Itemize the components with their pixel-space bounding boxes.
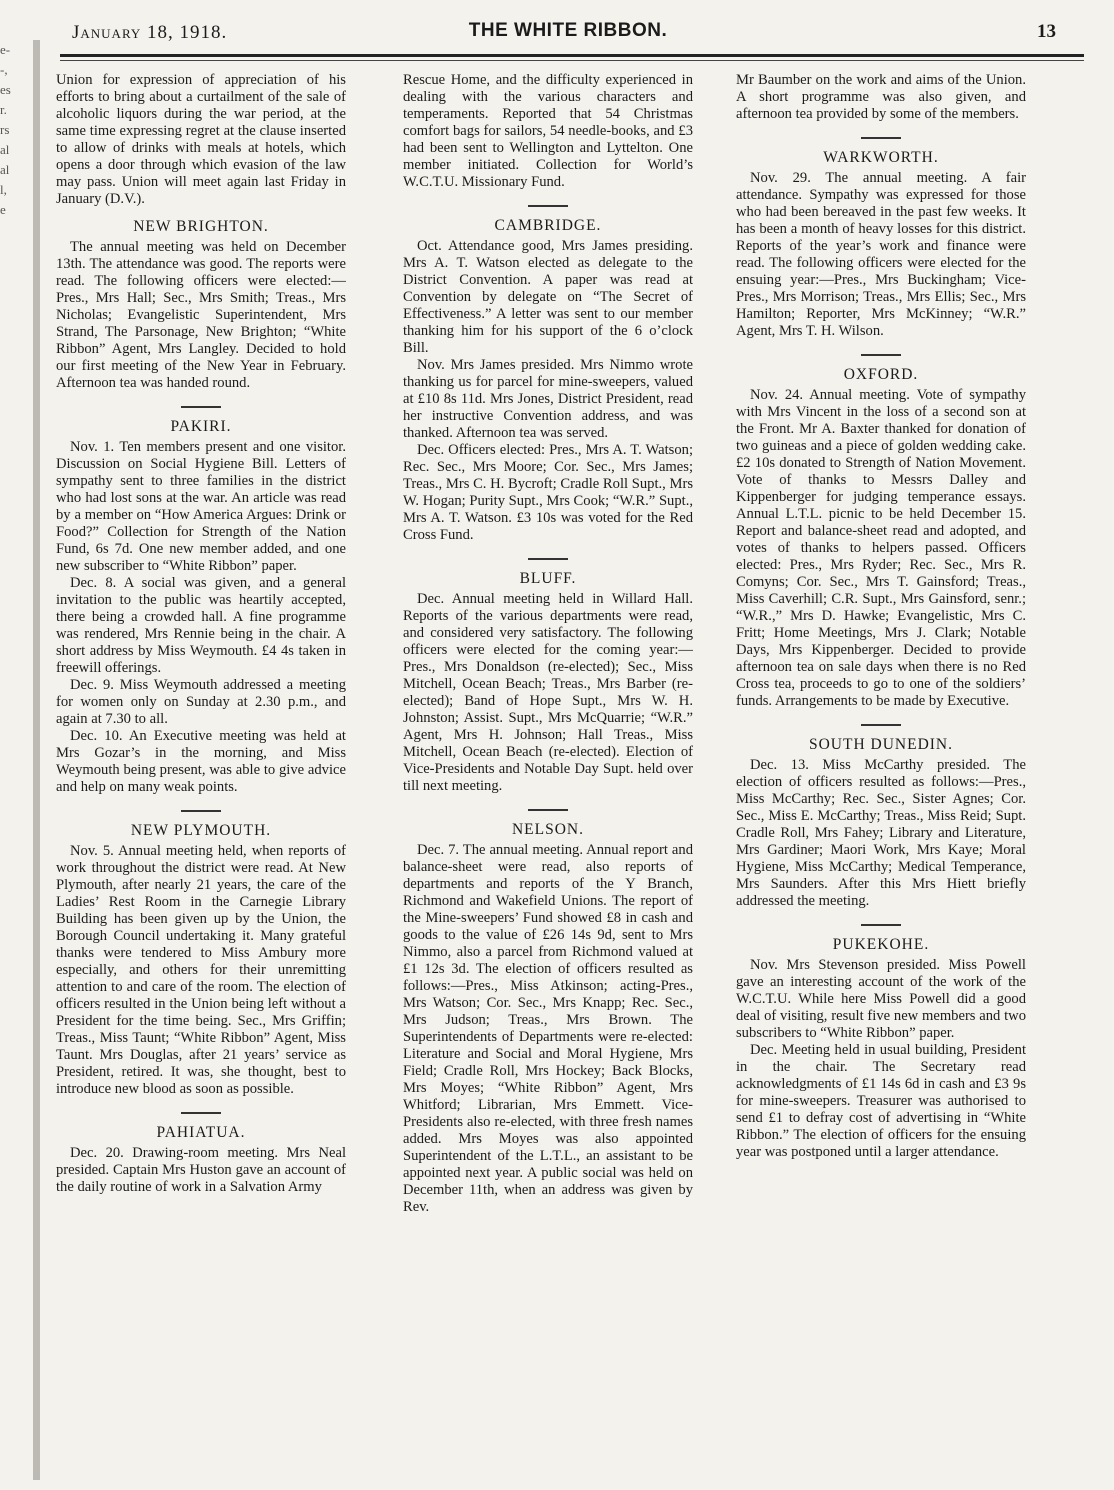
report-paragraph: Nov. 29. The annual meeting. A fair attendance. Sympathy was expressed for those who had been bereaved in the past few weeks. It has been a month of heavy losses for this district. Reports of the year’s work and finance were read. The following officers were elected for the ensuing year:—Pres., Mrs Buckingham; Vice-Pres., Mrs Morrison; Treas., Mrs Ellis; Sec., Mrs Hamilton; Reporter, Mrs McKinney; “W.R.” Agent, Mrs T. H. Wilson. — [736, 170, 1026, 339]
header-rule — [60, 54, 1084, 57]
report-paragraph: Nov. 24. Annual meeting. Vote of sympathy with Mrs Vincent in the loss of a second son at the Front. Mr A. Baxter thanked for donation of two guineas and a piece of golden wedding cake. £2 10s donated to Strength of Nation Movement. Vote of thanks to Messrs Dalley and Kippenberger for judging temperance essays. Annual L.T.L. picnic to be held December 15. Report and balance-sheet read and adopted, and votes of thanks to helpers passed. Officers elected: Pres., Mrs Ryder; Rec. Sec., Mrs R. Comyns; Cor. Sec., Mrs T. Gainsford; Treas., Miss Caverhill; C.R. Supt., Mrs Gainsford, senr.; “W.R.,” Mrs D. Hawke; Evangelistic, Mrs C. Fritt; Home Meetings, Mrs J. Clark; Notable Days, Mrs Kippenberger. Decided to provide afternoon tea on sale days when there is no Red Cross tea, proceeds to go to one of the soldiers’ funds. Arrangements to be made by Executive. — [736, 387, 1026, 709]
report-paragraph: Dec. 9. Miss Weymouth addressed a meeting for women only on Sunday at 2.30 p.m., and again at 7.30 to all. — [56, 677, 346, 727]
report-paragraph: Dec. 8. A social was given, and a general invitation to the public was heartily accepted, there being a crowded hall. A fine programme was rendered, Mrs Rennie being in the chair. A short address by Miss Weymouth. £4 4s taken in freewill offerings. — [56, 575, 346, 676]
section-heading: NEW PLYMOUTH. — [130, 822, 272, 839]
section-heading: PAHIATUA. — [156, 1124, 246, 1141]
column-2 — [403, 72, 693, 1477]
margin-fragment: es — [0, 82, 11, 97]
margin-fragment: l, — [0, 182, 7, 197]
publication-title: THE WHITE RIBBON. — [468, 20, 668, 41]
section-divider — [861, 724, 901, 726]
margin-fragment: e- — [0, 42, 11, 57]
section-heading: SOUTH DUNEDIN. — [808, 736, 954, 753]
section-divider — [861, 137, 901, 139]
report-paragraph: Dec. 20. Drawing-room meeting. Mrs Neal presided. Captain Mrs Huston gave an account of the daily routine of work in a Salvation Army — [56, 1145, 346, 1195]
report-paragraph: Dec. Meeting held in usual building, President in the chair. The Secretary read acknowledgments of £1 14s 6d in cash and £3 9s for mine-sweepers. Treasurer was authorised to send £1 to defray cost of advertising in “White Ribbon.” The election of officers for the ensuing year was postponed until a larger attendance. — [736, 1042, 1026, 1160]
report-paragraph: Dec. 13. Miss McCarthy presided. The election of officers resulted as follows:—Pres., Miss McCarthy; Rec. Sec., Sister Agnes; Cor. Sec., Miss E. McCarthy; Treas., Miss Reid; Supt. Cradle Roll, Mrs Fahey; Library and Literature, Mrs Gardiner; Maori Work, Mrs Kaye; Moral Hygiene, Miss McCarthy; Medical Temperance, Mrs Saunders. After this Mrs Hiett briefly addressed the meeting. — [736, 757, 1026, 909]
report-paragraph: Dec. Annual meeting held in Willard Hall. Reports of the various departments were read, and considered very satisfactory. The following officers were elected for the coming year:—Pres., Mrs Donaldson (re-elected); Sec., Miss Mitchell, Ocean Beach; Treas., Mrs Barber (re-elected); Band of Hope Supt., Mrs W. H. Johnston; Assist. Supt., Mrs McQuarrie; “W.R.” Agent, Mrs H. Johnson; Hall Treas., Miss Mitchell, Ocean Beach (re-elected). Election of Vice-Presidents and Notable Day Supt. held over till next meeting. — [403, 591, 693, 794]
section-heading: CAMBRIDGE. — [494, 217, 602, 234]
section-divider — [528, 809, 568, 811]
section-heading: PAKIRI. — [170, 418, 232, 435]
section-heading: OXFORD. — [843, 366, 919, 383]
report-paragraph: Mr Baumber on the work and aims of the Union. A short programme was also given, and afternoon tea provided by some of the members. — [736, 72, 1026, 122]
left-margin-fragments — [0, 40, 30, 220]
margin-fragment: al — [0, 142, 10, 157]
section-heading: PUKEKOHE. — [832, 936, 930, 953]
section-divider — [181, 810, 221, 812]
report-paragraph: Nov. 1. Ten members present and one visitor. Discussion on Social Hygiene Bill. Letters of sympathy sent to three families in the district who had lost sons at the war. An article was read by a member on “How America Argues: Drink or Food?” Collection for Strength of the Nation Fund, 6s 7d. One new member added, and one new subscriber to “White Ribbon” paper. — [56, 439, 346, 574]
binding-edge — [33, 40, 40, 1480]
report-paragraph: Union for expression of appreciation of his efforts to bring about a curtailment of the sale of alcoholic liquors during the war period, at the same time expressing regret at the clause inserted to allow of drinks with meals at hotels, which opens a door through which evasion of the law may pass. Union will meet again last Friday in January (D.V.). — [56, 72, 346, 207]
report-paragraph: Dec. 10. An Executive meeting was held at Mrs Gozar’s in the morning, and Miss Weymouth being present, was able to give advice and help on many weak points. — [56, 728, 346, 795]
report-paragraph: Nov. Mrs Stevenson presided. Miss Powell gave an interesting account of the work of the W.C.T.U. While here Miss Powell did a good deal of visiting, result five new members and two subscribers to “White Ribbon” paper. — [736, 957, 1026, 1041]
report-paragraph: Dec. 7. The annual meeting. Annual report and balance-sheet were read, also reports of departments and reports of the Y Branch, Richmond and Wakefield Unions. The report of the Mine-sweepers’ Fund showed £8 in cash and goods to the value of £26 14s 9d, sent to Mrs Nimmo, also a parcel from Richmond valued at £1 12s 3d. The election of officers resulted as follows:—Pres., Miss Atkinson; acting-Pres., Mrs Watson; Cor. Sec., Mrs Knapp; Rec. Sec., Mrs Judson; Treas., Mrs Brown. The Superintendents of Departments were re-elected: Literature and Social and Moral Hygiene, Mrs Field; Cradle Roll, Mrs Hockey; Back Blocks, Mrs Moyes; “White Ribbon” Agent, Mrs Whitford; Librarian, Mrs Emmett. Vice-Presidents also re-elected, with three fresh names added. Mrs Moyes was also appointed Superintendent of the L.T.L., an assistant to be appointed next year. A public social was held on December 11th, when an address was given by Rev. — [403, 842, 693, 1215]
margin-fragment: al — [0, 162, 10, 177]
page-header — [60, 16, 1076, 50]
section-divider — [861, 354, 901, 356]
section-divider — [861, 924, 901, 926]
report-paragraph: Rescue Home, and the difficulty experienced in dealing with the various characters and temperaments. Reported that 54 Christmas comfort bags for sailors, 54 needle-books, and £3 had been sent to Wellington and Lyttelton. One member initiated. Collection for World’s W.C.T.U. Missionary Fund. — [403, 72, 693, 190]
section-heading: BLUFF. — [519, 570, 577, 587]
section-divider — [528, 205, 568, 207]
margin-fragment: -, — [0, 62, 8, 77]
section-divider — [181, 1112, 221, 1114]
margin-fragment: e — [0, 202, 6, 217]
section-divider — [181, 406, 221, 408]
header-rule-thin — [60, 60, 1084, 61]
report-paragraph: Nov. 5. Annual meeting held, when reports of work throughout the district were read. At New Plymouth, after nearly 21 years, the care of the Ladies’ Rest Room in the Carnegie Library Building has been given up by the Union, the Borough Council undertaking it. Many grateful thanks were tendered to Miss Ambury more especially, and others for their unremitting attention to and care of the room. The election of officers resulted in the Union being left without a President for the time being. Sec., Mrs Griffin; Treas., Miss Taunt; “White Ribbon” Agent, Miss Taunt. Mrs Douglas, after 21 years’ service as President, retired. It was, she thought, best to introduce new blood as soon as possible. — [56, 843, 346, 1097]
header-date: January 18, 1918. — [72, 22, 228, 43]
margin-fragment: r. — [0, 102, 7, 117]
section-divider — [528, 558, 568, 560]
column-1 — [56, 72, 346, 1477]
column-3 — [736, 72, 1026, 1477]
report-paragraph: Nov. Mrs James presided. Mrs Nimmo wrote thanking us for parcel for mine-sweepers, valued at £10 8s 11d. Mrs Jones, District President, read her instructive Convention address, and was thanked. Afternoon tea was served. — [403, 357, 693, 441]
section-heading: NEW BRIGHTON. — [133, 218, 269, 235]
margin-fragment: rs — [0, 122, 10, 137]
report-paragraph: Oct. Attendance good, Mrs James presiding. Mrs A. T. Watson elected as delegate to the District Convention. A paper was read at Convention by delegate on “The Secret of Effectiveness.” A letter was sent to our member thanking him for his support of the 6 o’clock Bill. — [403, 238, 693, 356]
page-number: 13 — [1037, 21, 1056, 42]
report-paragraph: Dec. Officers elected: Pres., Mrs A. T. Watson; Rec. Sec., Mrs Moore; Cor. Sec., Mrs James; Treas., Mrs C. H. Bycroft; Cradle Roll Supt., Mrs W. Hogan; Purity Supt., Mrs Cook; “W.R.” Supt., Mrs A. T. Watson. £3 10s was voted for the Red Cross Fund. — [403, 442, 693, 543]
section-heading: NELSON. — [511, 821, 584, 838]
section-heading: WARKWORTH. — [823, 149, 939, 166]
report-paragraph: The annual meeting was held on December 13th. The attendance was good. The reports were read. The following officers were elected:—Pres., Mrs Hall; Sec., Mrs Smith; Treas., Mrs Nicholas; Evangelistic Superintendent, Mrs Strand, The Parsonage, New Brighton; “White Ribbon” Agent, Mrs Langley. Decided to hold our first meeting of the New Year in February. Afternoon tea was handed round. — [56, 239, 346, 391]
